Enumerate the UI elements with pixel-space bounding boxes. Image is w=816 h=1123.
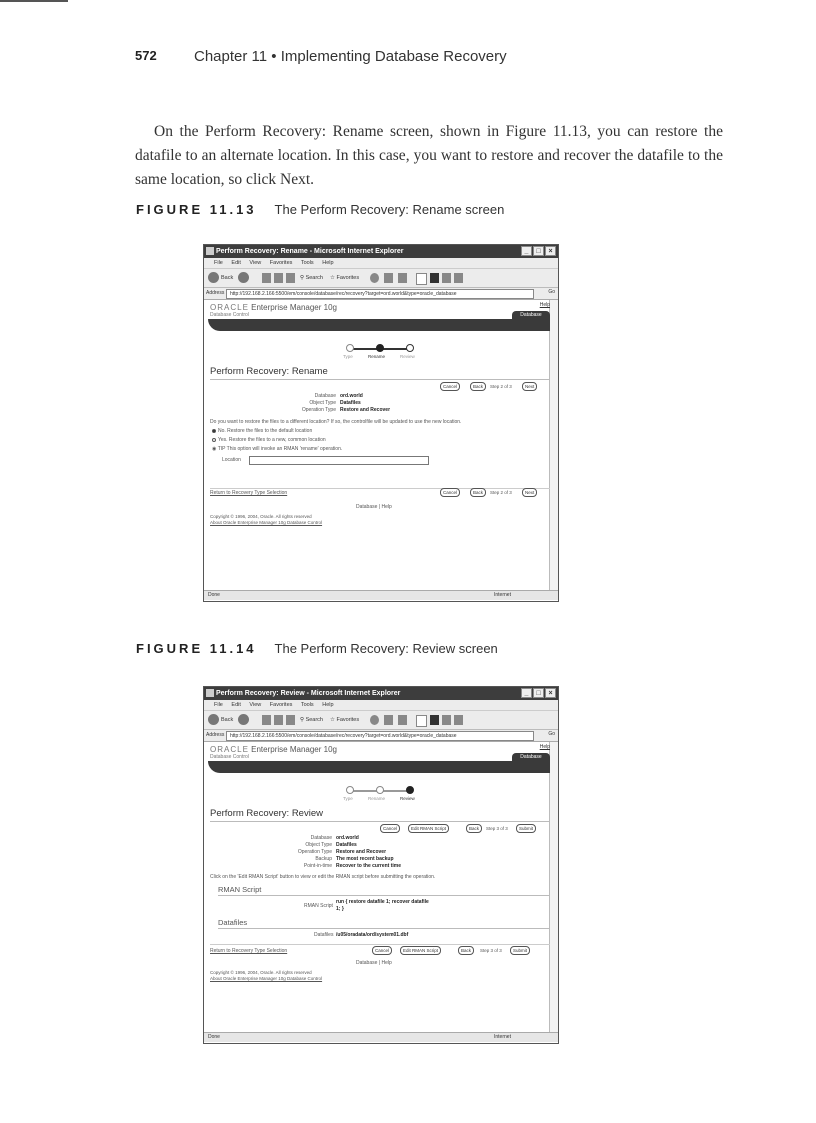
step-dot-review <box>406 344 414 352</box>
database-control-label: Database Control <box>210 312 249 318</box>
forward-button[interactable] <box>238 272 251 284</box>
status-bar <box>204 590 558 600</box>
address-input[interactable]: http://192.168.2.166:5500/em/console/database/rec/recovery?target=ord.world&type=oracle_database <box>226 289 534 299</box>
menu-tools[interactable]: Tools <box>300 702 314 708</box>
address-bar <box>204 730 558 742</box>
help-link[interactable]: Help <box>539 302 550 308</box>
menu-favorites[interactable]: Favorites <box>269 702 293 708</box>
back-button[interactable]: Back <box>208 272 233 284</box>
cancel-button-bottom[interactable]: Cancel <box>372 946 392 955</box>
cancel-button[interactable]: Cancel <box>380 824 400 833</box>
title-divider <box>210 379 550 380</box>
forward-icon <box>238 272 249 283</box>
chapter-title: Chapter 11 • Implementing Database Recovery <box>194 48 507 65</box>
body-paragraph: On the Perform Recovery: Rename screen, shown in Figure 11.13, you can restore the datafile to an alternate location. In this case, you want to restore and recover the datafile to the same location, so click Next. <box>135 123 723 188</box>
minimize-button[interactable]: _ <box>521 688 532 698</box>
figure-label: FIGURE 11.13 <box>136 202 257 217</box>
about-link[interactable]: About Oracle Enterprise Manager 10g Database Control <box>210 520 323 525</box>
rman-script-header: RMAN Script <box>218 885 262 894</box>
page-content <box>204 300 558 592</box>
field-value: Restore and Recover <box>340 407 391 413</box>
edit-icon[interactable] <box>416 273 427 285</box>
browser-toolbar <box>204 269 558 288</box>
step-dot-rename <box>376 786 384 794</box>
step-indicator-bottom: Step 3 of 3 <box>480 948 502 953</box>
research-icon[interactable] <box>442 273 451 283</box>
cancel-button[interactable]: Cancel <box>440 382 460 391</box>
page-number: 572 <box>135 48 157 63</box>
step-label-review: Review <box>400 354 415 359</box>
favorites-star-icon: ☆ <box>330 717 335 723</box>
header-banner <box>208 761 550 773</box>
tip-icon: ◉ <box>212 446 217 452</box>
research-icon[interactable] <box>442 715 451 725</box>
figure-label: FIGURE 11.14 <box>136 641 257 656</box>
edit-rman-script-button[interactable]: Edit RMAN Script <box>408 824 449 833</box>
maximize-button[interactable]: □ <box>533 246 544 256</box>
help-link[interactable]: Help <box>539 744 550 750</box>
home-icon[interactable] <box>286 273 295 283</box>
return-link[interactable]: Return to Recovery Type Selection <box>210 490 288 496</box>
stop-icon[interactable] <box>262 715 271 725</box>
window-title: Perform Recovery: Review - Microsoft Internet Explorer <box>216 690 401 697</box>
figure-caption <box>136 641 498 656</box>
copyright: Copyright © 1996, 2004, Oracle. All rights reserved <box>210 970 312 975</box>
step-indicator: Step 2 of 3 <box>490 384 512 389</box>
search-icon: ⚲ <box>300 275 305 281</box>
step-dot-review <box>406 786 414 794</box>
field-label: Database <box>310 835 332 841</box>
browser-window-rename <box>203 244 559 602</box>
favorites-button[interactable]: ☆ Favorites <box>330 275 360 281</box>
address-label: Address <box>206 290 225 296</box>
stop-icon[interactable] <box>262 273 271 283</box>
field-value: Datafiles <box>336 842 357 848</box>
menu-help[interactable]: Help <box>322 702 334 708</box>
location-label: Location <box>222 457 241 463</box>
back-button[interactable]: Back <box>208 714 233 726</box>
radio-no[interactable] <box>212 429 216 433</box>
back-icon <box>208 714 219 725</box>
tip-text: ◉ TIP This option will invoke an RMAN 'rename' operation. <box>212 446 343 452</box>
menu-help[interactable]: Help <box>322 260 334 266</box>
next-button[interactable]: Next <box>522 382 537 391</box>
summary-fields <box>204 835 558 870</box>
step-dot-type <box>346 786 354 794</box>
field-value: Restore and Recover <box>336 849 387 855</box>
messenger-icon[interactable] <box>454 273 463 283</box>
ie-icon <box>206 247 214 255</box>
location-input[interactable] <box>249 456 429 465</box>
go-button[interactable]: Go <box>548 731 555 737</box>
status-zone: Internet <box>494 1034 511 1040</box>
field-value: The most recent backup <box>336 856 394 862</box>
radio-yes[interactable] <box>212 438 216 442</box>
about-link[interactable]: About Oracle Enterprise Manager 10g Database Control <box>210 976 323 981</box>
discuss-icon[interactable] <box>430 273 439 283</box>
oracle-logo: ORACLE Enterprise Manager 10g <box>210 745 337 754</box>
print-icon[interactable] <box>398 715 407 725</box>
summary-fields <box>204 393 558 414</box>
field-label: Database <box>314 393 336 399</box>
field-label: Object Type <box>309 400 336 406</box>
edit-icon[interactable] <box>416 715 427 727</box>
back-step-button-bottom[interactable]: Back <box>458 946 474 955</box>
header-banner <box>208 319 550 331</box>
search-icon: ⚲ <box>300 717 305 723</box>
step-indicator: Step 3 of 3 <box>486 826 508 831</box>
field-value: Datafiles <box>340 400 361 406</box>
page-content <box>204 742 558 1034</box>
status-done: Done <box>208 1034 220 1040</box>
return-link[interactable]: Return to Recovery Type Selection <box>210 948 288 954</box>
bottom-divider <box>210 944 550 945</box>
history-icon[interactable] <box>370 273 379 283</box>
search-button[interactable]: ⚲ Search <box>300 717 323 723</box>
discuss-icon[interactable] <box>430 715 439 725</box>
rman-script-line2: 1; } <box>336 906 344 912</box>
menu-edit[interactable]: Edit <box>231 260 241 266</box>
close-button[interactable]: × <box>545 688 556 698</box>
menu-bar <box>204 700 558 711</box>
submit-button-bottom[interactable]: Submit <box>510 946 530 955</box>
search-button[interactable]: ⚲ Search <box>300 275 323 281</box>
footer-links[interactable]: Database | Help <box>356 960 392 966</box>
menu-file[interactable]: File <box>214 260 223 266</box>
home-icon[interactable] <box>286 715 295 725</box>
menu-favorites[interactable]: Favorites <box>269 260 293 266</box>
field-label: Operation Type <box>301 407 336 413</box>
step-label-type: Type <box>343 354 353 359</box>
field-value: ord.world <box>336 835 359 841</box>
back-step-button[interactable]: Back <box>470 382 486 391</box>
forward-icon <box>238 714 249 725</box>
figure-title: The Perform Recovery: Rename screen <box>274 202 505 217</box>
step-label-review: Review <box>400 796 415 801</box>
database-control-label: Database Control <box>210 754 249 760</box>
go-button[interactable]: Go <box>548 289 555 295</box>
messenger-icon[interactable] <box>454 715 463 725</box>
refresh-icon[interactable] <box>274 715 283 725</box>
close-button[interactable]: × <box>545 246 556 256</box>
address-label: Address <box>206 732 225 738</box>
refresh-icon[interactable] <box>274 273 283 283</box>
field-label: Backup <box>315 856 332 862</box>
menu-file[interactable]: File <box>214 702 223 708</box>
section-divider <box>218 928 550 929</box>
browser-toolbar <box>204 711 558 730</box>
submit-button[interactable]: Submit <box>516 824 536 833</box>
datafiles-value: /u05/oradata/ord/system01.dbf <box>336 932 409 938</box>
window-titlebar <box>204 687 558 700</box>
cancel-button-bottom[interactable]: Cancel <box>440 488 460 497</box>
field-label: Point-in-time <box>303 863 332 869</box>
location-question: Do you want to restore the files to a different location? If so, the controlfile will be updated to use the new location. <box>210 419 462 425</box>
forward-button[interactable] <box>238 714 251 726</box>
option-no[interactable]: No. Restore the files to the default location <box>212 428 312 434</box>
title-divider <box>210 821 550 822</box>
database-tab[interactable]: Database <box>512 311 550 320</box>
bottom-divider <box>210 488 550 489</box>
page-title: Perform Recovery: Review <box>210 808 323 819</box>
status-done: Done <box>208 592 220 598</box>
rman-script-line1: run { restore datafile 1; recover datafile <box>336 899 429 905</box>
field-label: Object Type <box>305 842 332 848</box>
field-label: Operation Type <box>297 849 332 855</box>
favorites-button[interactable]: ☆ Favorites <box>330 717 360 723</box>
step-label-type: Type <box>343 796 353 801</box>
status-zone: Internet <box>494 592 511 598</box>
menu-edit[interactable]: Edit <box>231 702 241 708</box>
menu-bar <box>204 258 558 269</box>
field-value: Recover to the current time <box>336 863 402 869</box>
top-rule <box>0 0 68 2</box>
field-value: ord.world <box>340 393 363 399</box>
back-step-button-bottom[interactable]: Back <box>470 488 486 497</box>
window-title: Perform Recovery: Rename - Microsoft Internet Explorer <box>216 248 404 255</box>
figure-caption <box>136 202 504 217</box>
oracle-logo: ORACLE Enterprise Manager 10g <box>210 303 337 312</box>
back-step-button[interactable]: Back <box>466 824 482 833</box>
address-input[interactable]: http://192.168.2.166:5500/em/console/database/rec/recovery?target=ord.world&type=oracle_database <box>226 731 534 741</box>
favorites-star-icon: ☆ <box>330 275 335 281</box>
back-icon <box>208 272 219 283</box>
footer-links[interactable]: Database | Help <box>356 504 392 510</box>
mail-icon[interactable] <box>384 273 393 283</box>
ie-icon <box>206 689 214 697</box>
status-bar <box>204 1032 558 1042</box>
database-tab[interactable]: Database <box>512 753 550 762</box>
datafiles-label: Datafiles <box>314 932 334 938</box>
print-icon[interactable] <box>398 273 407 283</box>
browser-window-review <box>203 686 559 1044</box>
history-icon[interactable] <box>370 715 379 725</box>
datafiles-header: Datafiles <box>218 918 248 927</box>
maximize-button[interactable]: □ <box>533 688 544 698</box>
copyright: Copyright © 1996, 2004, Oracle. All rights reserved <box>210 514 312 519</box>
window-titlebar <box>204 245 558 258</box>
option-yes[interactable]: Yes. Restore the files to a new, common location <box>212 437 326 443</box>
rman-script-label: RMAN Script <box>304 903 333 909</box>
menu-view[interactable]: View <box>249 702 262 708</box>
scrollbar[interactable] <box>549 742 558 1034</box>
step-indicator-bottom: Step 2 of 3 <box>490 490 512 495</box>
edit-rman-script-button-bottom[interactable]: Edit RMAN Script <box>400 946 441 955</box>
step-dot-rename <box>376 344 384 352</box>
instruction-text: Click on the 'Edit RMAN Script' button to view or edit the RMAN script before submitting the operation. <box>210 874 436 880</box>
figure-title: The Perform Recovery: Review screen <box>274 641 498 656</box>
next-button-bottom[interactable]: Next <box>522 488 537 497</box>
step-label-rename: Rename <box>368 354 386 359</box>
mail-icon[interactable] <box>384 715 393 725</box>
scrollbar[interactable] <box>549 300 558 592</box>
menu-view[interactable]: View <box>249 260 262 266</box>
page-title: Perform Recovery: Rename <box>210 366 328 377</box>
step-dot-type <box>346 344 354 352</box>
address-bar <box>204 288 558 300</box>
minimize-button[interactable]: _ <box>521 246 532 256</box>
section-divider <box>218 895 550 896</box>
step-label-rename: Rename <box>368 796 386 801</box>
menu-tools[interactable]: Tools <box>300 260 314 266</box>
